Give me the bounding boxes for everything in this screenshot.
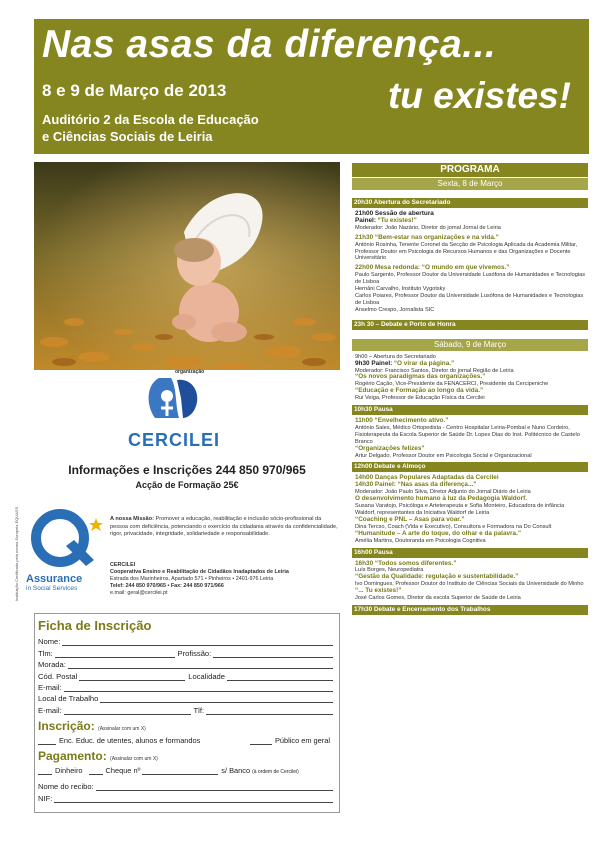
cercilei-wordmark: CERCILEI <box>128 430 221 450</box>
email-2-field[interactable] <box>64 707 191 715</box>
local-trabalho-field[interactable] <box>100 695 333 703</box>
event-subtitle: tu existes! <box>387 75 571 116</box>
moderator: Moderador: Francisco Santos, Diretor do jornal Região de Leiria <box>355 367 514 374</box>
talk-speaker: Rogério Cação, Vice-Presidente da FENACERCI, Presidente da Cercipeniche <box>355 381 549 388</box>
moderator: Moderador: João Paulo Silva, Diretor Adjunto do Jornal Diário de Leiria <box>355 489 531 496</box>
day1-session-wellbeing <box>355 235 586 263</box>
form-title: Ficha de Inscrição <box>38 618 152 633</box>
contact-block <box>110 562 338 597</box>
equass-logo <box>26 508 106 604</box>
label-local-trabalho: Local de Trabalho <box>38 694 99 704</box>
assurance-brand: Assurance <box>26 573 83 585</box>
info-contact-line: Informações e Inscrições 244 850 970/965 <box>68 463 306 477</box>
panel-title: “Tu existes!” <box>377 216 417 224</box>
cash-checkbox[interactable] <box>38 767 52 775</box>
session-title: 22h00 Mesa redonda: “O mundo em que vivemos.” <box>355 264 510 272</box>
day2-header: Sábado, 9 de Março <box>352 339 588 351</box>
inscricao-section: Inscrição: (Assinalar com um X) <box>38 718 146 733</box>
day2-morning <box>352 351 588 405</box>
cercilei-logo <box>127 374 247 434</box>
cash-option-label: Dinheiro <box>55 765 83 775</box>
bank-order-note: (à ordem de Cercilei) <box>252 768 299 775</box>
talk-title: O desenvolvimento humano à luz da Pedagogia Waldorf. <box>355 495 527 503</box>
venue-line-2: e Ciências Sociais de Leiria <box>42 129 213 144</box>
venue-line-1: Auditório 2 da Escola de Educação <box>42 112 259 127</box>
cod-postal-field[interactable] <box>79 673 185 681</box>
day1-sessions <box>352 208 588 320</box>
header-banner <box>34 19 589 154</box>
day2-lunch-bar: 12h00 Debate e Almoço <box>352 462 588 472</box>
cheque-number-field[interactable] <box>142 767 218 775</box>
event-venue <box>42 111 259 145</box>
label-localidade: Localidade <box>188 671 225 681</box>
training-fee: Acção de Formação 25€ <box>135 480 239 490</box>
mission-label: A nossa Missão: <box>110 516 154 522</box>
day2-break1-bar: 10h30 Pausa <box>352 405 588 415</box>
day1-close-bar: 23h 30 – Debate e Porto de Honra <box>352 320 588 330</box>
session-title: 21h30 “Bem-estar nas organizações e na vida.” <box>355 233 499 241</box>
pagamento-section: Pagamento: (Assinalar com um X) <box>38 748 158 763</box>
nif-field[interactable] <box>54 795 333 803</box>
contact-address: Estrada dos Marinheiros, Apartado 571 • Pinheiros • 2401-976 Leiria <box>110 576 274 582</box>
day1-header: Sexta, 8 de Março <box>352 178 588 190</box>
speaker: Paulo Sargento, Professor Doutor da Universidade Lusófona de Humanidades e Tecnologias de Lisboa <box>355 272 586 286</box>
talk-speaker: Amélia Martins, Doutoranda em Psicologia Cognitiva <box>355 537 486 544</box>
org-label: organização <box>175 369 205 375</box>
label-nome: Nome: <box>38 637 61 647</box>
tlf-field[interactable] <box>206 707 333 715</box>
day1-roundtable <box>355 265 586 313</box>
label-profissao: Profissão: <box>177 648 212 658</box>
localidade-field[interactable] <box>227 673 333 681</box>
mission-text: Promover a educação, reabilitação e inclusão sócio-profissional da pessoa com deficiência, potenciando o exercício da cidadania através da confidencialidade, rigor, privacidade, integridade, solidariedade e responsabilidade. <box>110 516 338 538</box>
contact-email: e.mail: geral@cercilei.pt <box>110 590 168 596</box>
day2-late-afternoon <box>352 558 588 605</box>
talk-title: “Os novos paradigmas das organizações.” <box>355 373 486 381</box>
talk-title: “... Tu existes!” <box>355 587 402 595</box>
panel-title: 14h30 Painel: “Nas asas da diferença...” <box>355 481 477 489</box>
talk-speaker: Luís Borges, Neuropediatra <box>355 567 424 574</box>
label-tlf: Tlf: <box>193 705 205 715</box>
panel-label: Painel: <box>355 216 376 224</box>
cheque-option-label: Cheque nº <box>105 765 141 775</box>
label-morada: Morada: <box>38 660 66 670</box>
recibo-field[interactable] <box>96 783 333 791</box>
day2-break2-bar: 16h00 Pausa <box>352 548 588 558</box>
label-tlm: Tlm: <box>38 648 53 658</box>
assurance-subbrand: in Social Services <box>26 585 78 592</box>
talk-speaker: António Sales, Médico Ortopedista - Centro Hospitalar Leiria-Pombal e Nuno Cordeiro, Fisioterapeuta da Escola Superior de Saúde Dr. Lopes Dias do Inst. Politécnico de Castelo Branco <box>355 424 580 445</box>
morada-field[interactable] <box>68 661 333 669</box>
bank-label: s/ Banco <box>221 765 251 775</box>
students-option-label: Enc. Educ. de utentes, alunos e formandos <box>59 735 201 745</box>
talk-title: 16h30 “Todos somos diferentes.” <box>355 559 457 567</box>
talk-speaker: Artur Delgado, Professor Doutor em Psicologia Social e Organizacional <box>355 452 532 459</box>
tlm-field[interactable] <box>55 650 175 658</box>
day1-open-bar: 20h30 Abertura do Secretariado <box>352 198 588 208</box>
talk-title: “Educação e Formação ao longo da vida.” <box>355 387 484 395</box>
event-dates: 8 e 9 de Março de 2013 <box>42 81 227 100</box>
contact-org-short: CERCILEI <box>110 562 136 568</box>
moderator: Moderador: João Nazário, Diretor do jornal Jornal de Leiria <box>355 224 501 231</box>
talk-speaker: Susana Varatojo, Psicóloga e Arteterapeuta e Sofia Monteiro, Educadora de infância Waldorf, representantes da Iniciativa Waldorf de Leiria <box>355 503 565 516</box>
pagamento-hint: (Assinalar com um X) <box>110 755 158 762</box>
day2-afternoon <box>352 472 588 547</box>
mission-statement <box>110 516 338 539</box>
panel-time: 9h30 Painel: <box>355 359 393 367</box>
event-title: Nas asas da diferença... <box>42 23 497 66</box>
day1-session-opening <box>355 211 586 232</box>
talk-speaker: Rui Veiga, Professor de Educação Física da Cercilei <box>355 395 485 402</box>
angel-baby-photo <box>34 162 340 370</box>
public-checkbox[interactable] <box>250 737 272 745</box>
label-recibo: Nome do recibo: <box>38 782 94 792</box>
session-time: 21h00 Sessão de abertura <box>355 210 434 217</box>
registration-form <box>34 613 340 813</box>
panel-title: “O virar da página.” <box>393 359 455 367</box>
label-cod-postal: Cód. Postal <box>38 671 78 681</box>
day2-open: 9h00 – Abertura do Secretariado <box>355 353 436 360</box>
talk-title: “Organizações felizes” <box>355 444 425 452</box>
label-email-2: E-mail: <box>38 705 62 715</box>
talk-title: 14h00 Danças Populares Adaptadas da Cercilei <box>355 474 499 482</box>
profissao-field[interactable] <box>213 650 333 658</box>
talk-title: “Gestão da Qualidade: regulação e sustentabilidade.” <box>355 573 519 581</box>
contact-org-full: Cooperativa Ensino e Reabilitação de Cidadãos Inadaptados de Leiria <box>110 569 289 575</box>
day2-late-morning <box>352 415 588 462</box>
label-nif: NIF: <box>38 793 53 803</box>
speaker: Anselmo Crespo, Jornalista SIC <box>355 306 435 313</box>
talk-speaker: José Carlos Gomes, Diretor da escola Superior de Saúde de Leiria <box>355 595 521 602</box>
talk-speaker: Ivo Domingues, Professor Doutor do Instituto de Ciências Sociais da Universidade do Minho <box>355 581 584 588</box>
nome-field[interactable] <box>62 638 333 646</box>
public-option-label: Público em geral <box>274 735 330 745</box>
pagamento-title: Pagamento <box>38 748 103 763</box>
contact-phones: Telef: 244 850 970/965 • Fax: 244 850 971/966 <box>110 583 224 589</box>
talk-title: “Coaching e PNL – Asas para voar.” <box>355 515 465 523</box>
talk-title: “Humanitude – A arte do toque, do olhar e da palavra.” <box>355 529 522 537</box>
speaker: Hernâni Carvalho, Instituto Vygotsky <box>355 286 446 293</box>
talk-title: 11h00 “Envelhecimento ativo.” <box>355 417 449 425</box>
day2-close-bar: 17h30 Debate e Encerramento dos Trabalhos <box>352 605 588 615</box>
program-panel <box>352 163 588 615</box>
cheque-checkbox[interactable] <box>89 767 103 775</box>
inscricao-hint: (Assinalar com um X) <box>98 725 146 732</box>
students-checkbox[interactable] <box>38 737 56 745</box>
inscricao-title: Inscrição <box>38 718 91 733</box>
talk-speaker: Dina Tercso, Coach (Vida e Executivo), Consultora e Formadora na Do Consult <box>355 523 552 530</box>
program-title: PROGRAMA <box>352 163 588 177</box>
speaker: Carlos Poiares, Professor Doutor da Universidade Lusófona de Humanidades e Tecnologias de Lisboa <box>355 292 584 306</box>
session-speaker: António Rosinha, Tenente Coronel da Secção de Psicologia Aplicada da Academia Militar, Professor Doutor em Psicologia de Recursos Humanos e das Organizações e Docente Universitário <box>355 241 578 262</box>
certification-note: Instituição Certificada pela norma Europeia EQUASS <box>14 506 19 601</box>
email-field[interactable] <box>64 684 333 692</box>
label-email: E-mail: <box>38 682 62 692</box>
